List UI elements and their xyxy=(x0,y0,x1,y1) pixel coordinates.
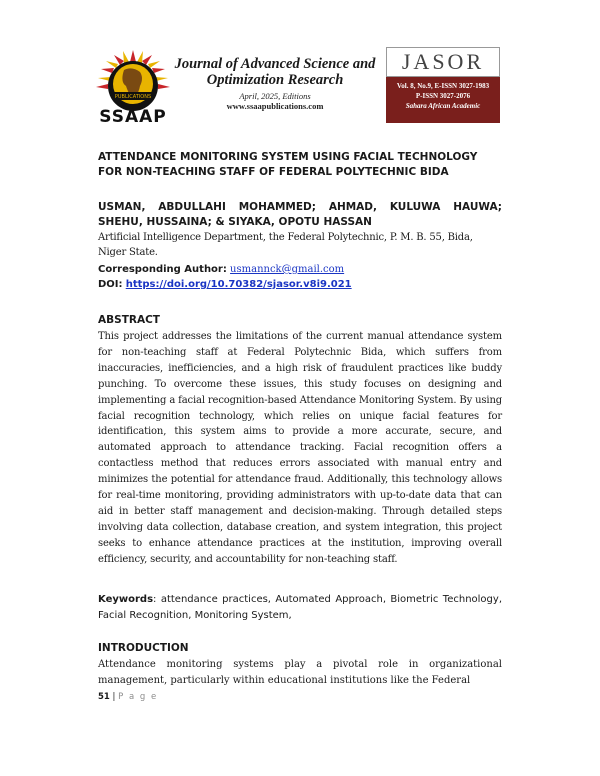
edition-text: April, 2025, Editions xyxy=(239,91,311,101)
paper-title: ATTENDANCE MONITORING SYSTEM USING FACIAL TECHNOLOGY FOR NON-TEACHING STAFF OF FEDERAL POLYTECHNIC BIDA xyxy=(98,151,478,178)
jasor-badge xyxy=(386,47,500,123)
page-footer xyxy=(98,692,158,702)
footer-separator: | xyxy=(112,692,116,702)
author-list: USMAN, ABDULLAHI MOHAMMED; AHMAD, KULUWA HAUWA; SHEHU, HUSSAINA; & SIYAKA, OPOTU HASSAN xyxy=(98,201,502,228)
abstract-body: This project addresses the limitations of the current manual attendance system for non-teaching staff at Federal Polytechnic Bida, which suffers from inaccuracies, inefficiencies, and a high risk of fraudulent practices like buddy punching. To overcome these issues, this study focuses on designing and implementing a facial recognition-based Attendance Monitoring System. By using facial recognition technology, which relies on unique facial features for identification, this system aims to provide a more accurate, secure, and automated approach to attendance tracking. Facial recognition offers a contactless method that reduces errors associated with manual entry and minimizes the potential for attendance fraud. Additionally, this technology allows for real-time monitoring, providing administrators with up-to-date data that can aid in better staff management and decision-making. Through detailed steps involving data collection, database creation, and system integration, this project seeks to enhance attendance practices at the institution, improving overall efficiency, security, and accountability for non-teaching staff. xyxy=(98,331,503,565)
pissn-line: P-ISSN 3027-2076 xyxy=(415,92,471,100)
logo-text: SSAAP xyxy=(99,107,167,126)
jasor-label: JASOR xyxy=(386,47,500,77)
journal-website: www.ssaapublications.com xyxy=(226,101,324,111)
jasor-issue-info xyxy=(386,77,500,123)
logo-badge-text: PUBLICATIONS xyxy=(114,94,152,100)
keywords xyxy=(98,592,502,624)
publisher-line: Sahara African Academic xyxy=(405,102,481,110)
email-link[interactable]: usmannck@gmail.com xyxy=(230,264,345,275)
introduction-heading: INTRODUCTION xyxy=(98,642,189,654)
keywords-label: Keywords xyxy=(98,594,154,605)
doi-line xyxy=(98,277,502,292)
page-word: P a g e xyxy=(118,692,158,702)
ssaap-logo xyxy=(94,48,172,126)
abstract-heading: ABSTRACT xyxy=(98,314,160,326)
issue-line: Vol. 8, No.9, E-ISSN 3027-1983 xyxy=(396,82,490,90)
affiliation: Artificial Intelligence Department, the Federal Polytechnic, P. M. B. 55, Bida, Niger State. xyxy=(98,232,473,258)
introduction-body: Attendance monitoring systems play a pivotal role in organizational management, particularly within educational institutions like the Federal xyxy=(98,659,502,686)
page-number: 51 xyxy=(98,692,110,702)
corr-label: Corresponding Author: xyxy=(98,264,227,275)
journal-title: Journal of Advanced Science and Optimization Research xyxy=(174,56,376,88)
corresponding-author xyxy=(98,262,502,277)
doi-link[interactable]: https://doi.org/10.70382/sjasor.v8i9.021 xyxy=(125,279,352,290)
keywords-list: : attendance practices, Automated Approach, Biometric Technology, Facial Recognition, Monitoring System, xyxy=(98,594,502,621)
doi-label: DOI: xyxy=(98,279,123,290)
